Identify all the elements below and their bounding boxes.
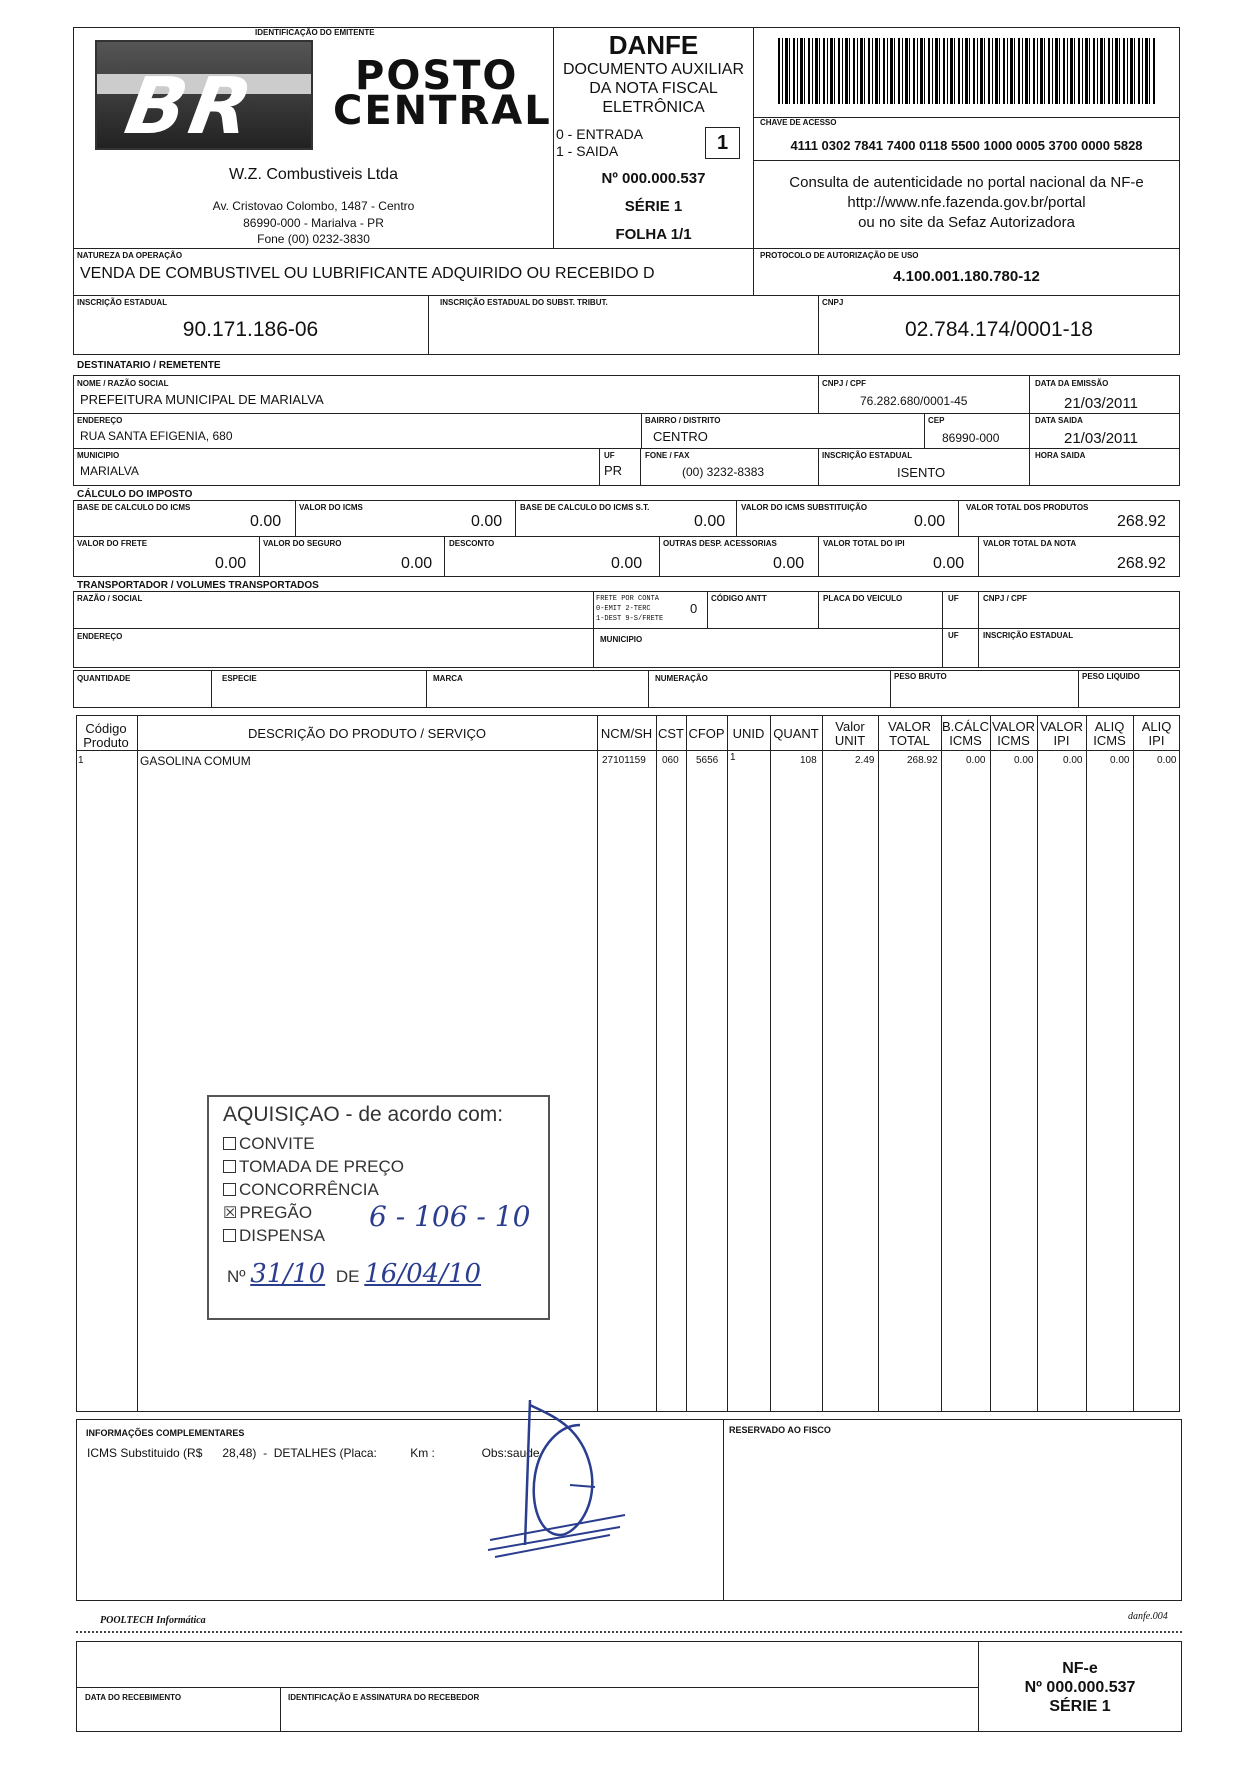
- complementary-text: ICMS Substituido (R$ 28,48) - DETALHES (Placa: Km : Obs:saude: [87, 1446, 540, 1460]
- row-aliq-ipi: 0.00: [1157, 755, 1177, 766]
- issuer-company: W.Z. Combustiveis Ltda: [229, 166, 398, 183]
- cnpj-value: 02.784.174/0001-18: [904, 318, 1093, 341]
- col-valor-icms: VALOR ICMS: [991, 719, 1036, 748]
- barcode: [778, 38, 1156, 104]
- danfe-title: DANFE: [608, 30, 699, 60]
- tax-r2-c2-value: 0.00: [401, 555, 433, 572]
- ie-value: 90.171.186-06: [182, 318, 319, 341]
- transport-ie-label: INSCRIÇÃO ESTADUAL: [983, 631, 1074, 640]
- tax-r2-c3-label: DESCONTO: [449, 539, 495, 548]
- col-valor-total: VALOR TOTAL: [887, 719, 932, 748]
- tax-r1-c2-label: VALOR DO ICMS: [299, 503, 363, 512]
- row-description: GASOLINA COMUM: [140, 754, 251, 768]
- consult-line1: Consulta de autenticidade no portal nacional da NF-e: [789, 174, 1144, 191]
- antt-label: CÓDIGO ANTT: [711, 594, 767, 603]
- numbering-label: NUMERAÇÃO: [655, 674, 708, 683]
- br-logo-text: BR: [119, 62, 263, 152]
- tax-r2-c3-value: 0.00: [611, 555, 643, 572]
- row-unid: 1: [730, 752, 736, 763]
- brand-line2: CENTRAL: [333, 88, 552, 134]
- stamp-opt-dispensa: [223, 1226, 325, 1246]
- row-code: 1: [78, 755, 84, 766]
- district-label: BAIRRO / DISTRITO: [645, 416, 721, 425]
- recipient-name-label: NOME / RAZÃO SOCIAL: [77, 379, 169, 388]
- tax-r2-c2-label: VALOR DO SEGURO: [263, 539, 342, 548]
- transport-uf-label: UF: [948, 594, 959, 603]
- tax-r1-c5-value: 268.92: [1117, 513, 1166, 530]
- transport-city-label: MUNICIPIO: [600, 635, 643, 644]
- tax-r1-c1-value: 0.00: [250, 513, 282, 530]
- ie-label: INSCRIÇÃO ESTADUAL: [77, 298, 168, 307]
- row-ncm: 27101159: [602, 755, 646, 766]
- uf-label: UF: [604, 451, 615, 460]
- row-valor-ipi: 0.00: [1063, 755, 1083, 766]
- plate-label: PLACA DO VEICULO: [823, 594, 903, 603]
- access-key: 4111 0302 7841 7400 0118 5500 1000 0005 3700 0000 5828: [790, 138, 1143, 153]
- district: CENTRO: [653, 429, 708, 444]
- protocol-label: PROTOCOLO DE AUTORIZAÇÃO DE USO: [760, 251, 919, 260]
- tax-r2-c1-value: 0.00: [215, 555, 247, 572]
- freight-l3: 1-DEST 9-S/FRETE: [596, 615, 664, 623]
- checked-box-icon: ☒: [223, 1205, 238, 1222]
- recipient-ie-label: INSCRIÇÃO ESTADUAL: [822, 451, 913, 460]
- col-cst: CST: [658, 726, 684, 741]
- tax-r2-c4-value: 0.00: [773, 555, 805, 572]
- freight-l1: FRETE POR CONTA: [596, 595, 660, 603]
- stamp-opt-concorrencia: [223, 1180, 379, 1200]
- row-bcalc-icms: 0.00: [966, 755, 986, 766]
- receipt-date-label: DATA DO RECEBIMENTO: [85, 1693, 182, 1702]
- exit-date: 21/03/2011: [1064, 430, 1138, 447]
- col-cfop: CFOP: [688, 726, 725, 741]
- tax-r2-c6-label: VALOR TOTAL DA NOTA: [983, 539, 1077, 548]
- recipient-ie: ISENTO: [897, 465, 946, 480]
- brand-line1: POSTO: [355, 53, 519, 99]
- br-logo: [95, 40, 313, 150]
- row-cst: 060: [662, 755, 679, 766]
- stamp-handwritten-pregao: 6 - 106 - 10: [369, 1200, 531, 1233]
- recipient-section: DESTINATARIO / REMETENTE: [77, 360, 221, 371]
- tax-r1-c1-label: BASE DE CALCULO DO ICMS: [77, 503, 191, 512]
- stamp-de-label: DE: [335, 1267, 360, 1286]
- tax-r2-c5-value: 0.00: [933, 555, 965, 572]
- stamp-hand-no: 31/10: [250, 1259, 326, 1289]
- tax-r2-c6-value: 268.92: [1117, 555, 1166, 572]
- stamp-opt-pregao: [223, 1203, 312, 1223]
- col-unid: UNID: [732, 726, 765, 741]
- brand-label: MARCA: [433, 674, 463, 683]
- stamp-title: AQUISIÇAO - de acordo com:: [223, 1103, 504, 1126]
- phone-label: FONE / FAX: [645, 451, 690, 460]
- city-label: MUNICIPIO: [77, 451, 120, 460]
- tax-r1-c4-value: 0.00: [914, 513, 946, 530]
- transport-section: TRANSPORTADOR / VOLUMES TRANSPORTADOS: [77, 580, 319, 591]
- danfe-number: Nº 000.000.537: [601, 170, 706, 187]
- stamp-opt5-text: DISPENSA: [239, 1226, 325, 1245]
- consult-line2: http://www.nfe.fazenda.gov.br/portal: [847, 194, 1086, 211]
- tax-r2-c5-label: VALOR TOTAL DO IPI: [823, 539, 905, 548]
- cut-line: [76, 1631, 1182, 1633]
- col-ncm: NCM/SH: [600, 726, 653, 741]
- row-quant: 108: [800, 755, 817, 766]
- danfe-series: SÉRIE 1: [624, 198, 683, 215]
- signature: [480, 1395, 650, 1580]
- checkbox-icon: [223, 1160, 236, 1173]
- consult-line3: ou no site da Sefaz Autorizadora: [858, 214, 1075, 231]
- stub-number: Nº 000.000.537: [1024, 1679, 1136, 1696]
- row-valor-unit: 2.49: [855, 755, 875, 766]
- species-label: ESPECIE: [222, 674, 257, 683]
- danfe-type-value: 1: [716, 132, 729, 154]
- row-valor-total: 268.92: [907, 755, 938, 766]
- issue-date-label: DATA DA EMISSÃO: [1035, 379, 1109, 388]
- stamp-opt2-text: TOMADA DE PREÇO: [239, 1157, 404, 1176]
- row-cfop: 5656: [696, 755, 719, 766]
- form-code: danfe.004: [1128, 1611, 1168, 1622]
- complementary-label: INFORMAÇÕES COMPLEMENTARES: [86, 1428, 245, 1438]
- stamp-opt-convite: [223, 1134, 315, 1154]
- stamp-hand-date: 16/04/10: [364, 1259, 482, 1289]
- issuer-phone: Fone (00) 0232-3830: [257, 232, 370, 246]
- freight-value: 0: [690, 601, 698, 616]
- danfe-subtitle2: DA NOTA FISCAL: [589, 80, 718, 97]
- receiver-label: IDENTIFICAÇÃO E ASSINATURA DO RECEBEDOR: [288, 1693, 480, 1702]
- col-quant: QUANT: [773, 726, 819, 741]
- issuer-section-label: IDENTIFICAÇÃO DO EMITENTE: [255, 28, 375, 37]
- transport-address-label: ENDEREÇO: [77, 632, 123, 641]
- row-aliq-icms: 0.00: [1110, 755, 1130, 766]
- checkbox-icon: [223, 1183, 236, 1196]
- col-valor-unit: Valor UNIT: [834, 719, 866, 748]
- issuer-address: Av. Cristovao Colombo, 1487 - Centro: [212, 199, 415, 213]
- tax-r1-c4-label: VALOR DO ICMS SUBSTITUIÇÃO: [741, 503, 868, 512]
- tax-r2-c1-label: VALOR DO FRETE: [77, 539, 148, 548]
- stamp-number-line: [227, 1259, 481, 1289]
- danfe-entry: 0 - ENTRADA: [556, 126, 644, 142]
- tax-r1-c2-value: 0.00: [471, 513, 503, 530]
- uf: PR: [604, 463, 623, 478]
- recipient-address: RUA SANTA EFIGENIA, 680: [80, 429, 233, 443]
- carrier-name-label: RAZÃO / SOCIAL: [77, 594, 143, 603]
- col-code: Código Produto: [83, 721, 129, 750]
- cep: 86990-000: [942, 431, 1000, 445]
- fisco-label: RESERVADO AO FISCO: [729, 1425, 831, 1435]
- tax-r1-c3-value: 0.00: [694, 513, 726, 530]
- software-credit: POOLTECH Informática: [100, 1615, 206, 1626]
- recipient-phone: (00) 3232-8383: [682, 465, 765, 479]
- col-aliq-icms: ALIQ ICMS: [1093, 719, 1126, 748]
- city: MARIALVA: [80, 464, 139, 478]
- freight-l2: 0-EMIT 2-TERC: [596, 605, 651, 613]
- acquisition-stamp: [207, 1095, 550, 1320]
- transport-uf2-label: UF: [948, 631, 959, 640]
- danfe-subtitle3: ELETRÔNICA: [602, 99, 705, 116]
- col-aliq-ipi: ALIQ IPI: [1141, 719, 1172, 748]
- tax-r1-c5-label: VALOR TOTAL DOS PRODUTOS: [966, 503, 1089, 512]
- danfe-subtitle1: DOCUMENTO AUXILIAR: [562, 61, 745, 78]
- exit-time-label: HORA SAIDA: [1035, 451, 1086, 460]
- ie-st-label: INSCRIÇÃO ESTADUAL DO SUBST. TRIBUT.: [440, 298, 608, 307]
- stamp-opt-tomada: [223, 1157, 404, 1177]
- row-valor-icms: 0.00: [1014, 755, 1034, 766]
- col-description: DESCRIÇÃO DO PRODUTO / SERVIÇO: [248, 726, 486, 741]
- net-weight-label: PESO LIQUIDO: [1082, 672, 1140, 681]
- recipient-address-label: ENDEREÇO: [77, 416, 123, 425]
- danfe-page: FOLHA 1/1: [615, 226, 692, 243]
- stamp-opt3-text: CONCORRÊNCIA: [239, 1180, 379, 1199]
- col-valor-ipi: VALOR IPI: [1039, 719, 1084, 748]
- stamp-no-label: Nº: [227, 1267, 246, 1286]
- danfe-exit: 1 - SAIDA: [556, 143, 619, 159]
- stub-series: SÉRIE 1: [1049, 1698, 1111, 1715]
- checkbox-icon: [223, 1229, 236, 1242]
- qty-label: QUANTIDADE: [77, 674, 131, 683]
- stub-nfe: NF-e: [1062, 1660, 1098, 1677]
- gross-weight-label: PESO BRUTO: [894, 672, 947, 681]
- protocol-value: 4.100.001.180.780-12: [893, 268, 1040, 285]
- nature-value: VENDA DE COMBUSTIVEL OU LUBRIFICANTE ADQUIRIDO OU RECEBIDO D: [80, 265, 655, 282]
- transport-cnpj-label: CNPJ / CPF: [983, 594, 1028, 603]
- tax-section: CÁLCULO DO IMPOSTO: [77, 489, 193, 500]
- nature-label: NATUREZA DA OPERAÇÃO: [77, 251, 183, 260]
- access-key-label: CHAVE DE ACESSO: [760, 118, 837, 127]
- issuer-cep-city: 86990-000 - Marialva - PR: [243, 216, 384, 230]
- cep-label: CEP: [928, 416, 945, 425]
- issue-date: 21/03/2011: [1064, 395, 1138, 412]
- cnpj-label: CNPJ: [822, 298, 844, 307]
- col-bcalc-icms: B.CÁLC ICMS: [942, 719, 989, 748]
- checkbox-icon: [223, 1137, 236, 1150]
- recipient-cnpj: 76.282.680/0001-45: [860, 394, 968, 408]
- tax-r2-c4-label: OUTRAS DESP. ACESSORIAS: [663, 539, 777, 548]
- recipient-name: PREFEITURA MUNICIPAL DE MARIALVA: [80, 392, 324, 407]
- stamp-opt4-text: PREGÃO: [239, 1203, 313, 1222]
- stamp-opt1-text: CONVITE: [239, 1134, 315, 1153]
- tax-r1-c3-label: BASE DE CALCULO DO ICMS S.T.: [520, 503, 650, 512]
- recipient-cnpj-label: CNPJ / CPF: [822, 379, 867, 388]
- exit-date-label: DATA SAIDA: [1035, 416, 1083, 425]
